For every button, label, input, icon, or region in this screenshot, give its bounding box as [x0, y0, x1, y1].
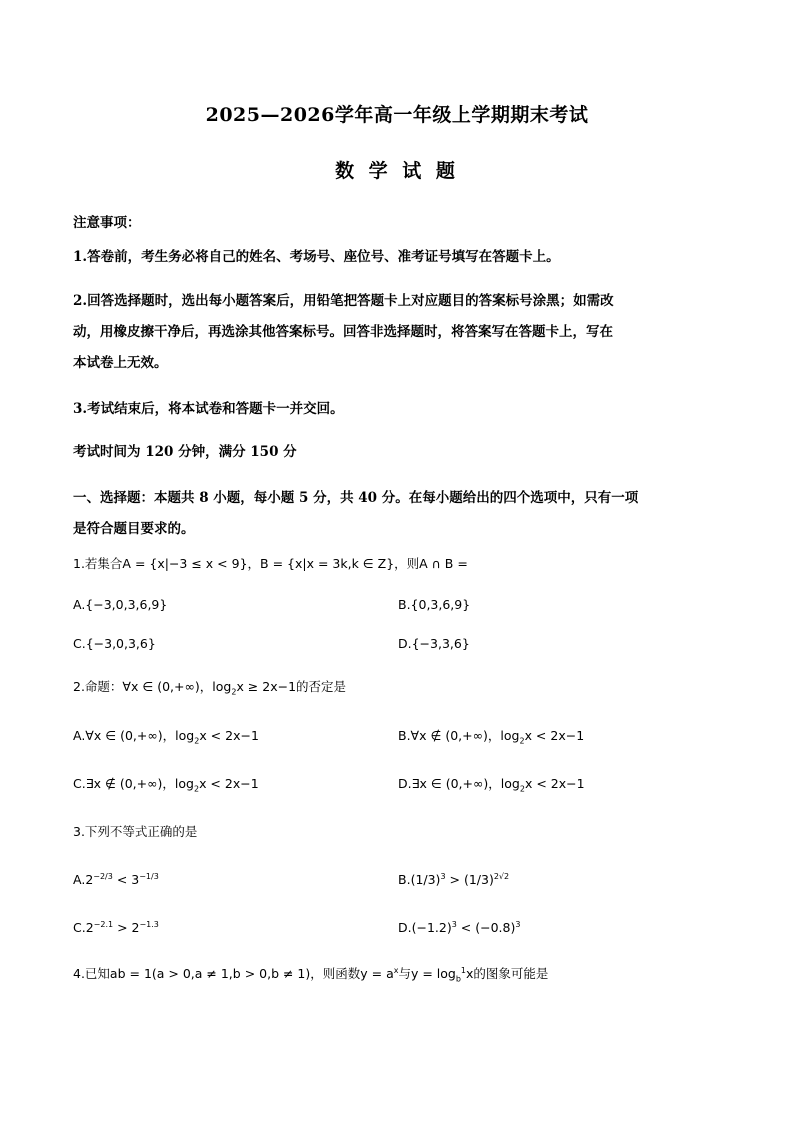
question-2-log-base: 2	[231, 687, 237, 697]
option-d-text: D.∃x ∈ (0,+∞)，log	[398, 776, 520, 791]
question-3-option-c	[73, 920, 373, 935]
option-c-tail: x < 2x−1	[199, 776, 259, 791]
option-a-text: A.∀x ∈ (0,+∞)，log	[73, 728, 195, 743]
option-d-operator: <	[456, 920, 476, 935]
option-c-operator: >	[113, 920, 132, 935]
option-b-tail: x < 2x−1	[524, 728, 585, 743]
option-c-text: C.∃x ∉ (0,+∞)，log	[73, 776, 194, 791]
note-item-2-line-1: 2.回答选择题时，选出每小题答案后，用铅笔把答题卡上对应题目的答案标号涂黑；如需改	[73, 293, 614, 309]
note-item-3: 3.考试结束后，将本试卷和答题卡一并交回。	[73, 401, 344, 417]
option-a-exponent-2: −1/3	[139, 871, 159, 881]
question-3-option-a	[73, 872, 373, 887]
question-2-option-a	[73, 726, 373, 744]
option-b-left: (1/3)	[410, 872, 441, 887]
question-4-log-base-b: b	[455, 974, 461, 984]
option-c-exponent-2: −1.3	[139, 919, 159, 929]
question-1-option-a: A.{−3,0,3,6,9}	[73, 597, 168, 612]
option-c-log-base: 2	[193, 784, 200, 794]
question-2-option-c	[73, 774, 373, 792]
section-1-heading-line-1: 一、选择题：本题共 8 小题，每小题 5 分，共 40 分。在每小题给出的四个选项中，只有一项	[73, 490, 639, 506]
option-d-exponent-2: 3	[515, 919, 521, 929]
option-b-log-base: 2	[519, 736, 525, 746]
option-a-operator: <	[112, 872, 132, 887]
question-3-option-b	[398, 872, 509, 887]
question-4-stem-mid: 与y = log	[398, 966, 456, 981]
notes-heading: 注意事项：	[73, 215, 141, 231]
option-b-operator: >	[445, 872, 464, 887]
option-a-base-1: 2	[85, 872, 94, 887]
question-4-log-exponent: 1	[460, 965, 467, 975]
question-4-exponent-x: x	[393, 965, 399, 975]
option-c-base-2: 2	[131, 920, 140, 935]
exam-time-info: 考试时间为 120 分钟，满分 150 分	[73, 444, 297, 460]
option-b-label: B.	[398, 872, 411, 887]
option-d-log-base: 2	[519, 784, 525, 794]
option-b-text: B.∀x ∉ (0,+∞)，log	[398, 728, 520, 743]
question-2-stem-tail: x ≥ 2x−1的否定是	[236, 679, 347, 694]
option-d-exponent-1: 3	[451, 919, 457, 929]
option-d-right: (−0.8)	[475, 920, 516, 935]
note-item-2-line-2: 动，用橡皮擦干净后，再选涂其他答案标号。回答非选择题时，将答案写在答题卡上，写在	[73, 324, 613, 340]
option-d-tail: x < 2x−1	[524, 776, 585, 791]
option-a-log-base: 2	[194, 736, 200, 746]
option-b-right: (1/3)	[463, 872, 494, 887]
question-1-option-d: D.{−3,3,6}	[398, 636, 470, 651]
question-4-stem-text: 4.已知ab = 1(a > 0,a ≠ 1,b > 0,b ≠ 1)，则函数y = a	[73, 966, 394, 981]
question-4-log-arg: x	[466, 966, 474, 981]
section-1-heading-line-2: 是符合题目要求的。	[73, 521, 195, 537]
option-a-label: A.	[73, 872, 86, 887]
option-a-tail: x < 2x−1	[199, 728, 259, 743]
option-c-label: C.	[73, 920, 86, 935]
note-item-1: 1.答卷前，考生务必将自己的姓名、考场号、座位号、准考证号填写在答题卡上。	[73, 249, 560, 265]
question-2-stem	[73, 677, 733, 695]
question-1-stem: 1.若集合A = {x|−3 ≤ x < 9}，B = {x|x = 3k,k ∈ Z}，则A ∩ B =	[73, 556, 468, 571]
question-2-option-d	[398, 774, 585, 792]
option-a-base-2: 3	[131, 872, 140, 887]
note-item-2-line-3: 本试卷上无效。	[73, 355, 168, 371]
question-3-stem: 3.下列不等式正确的是	[73, 824, 198, 839]
question-1-option-b: B.{0,3,6,9}	[398, 597, 471, 612]
question-4-stem-tail: 的图象可能是	[473, 966, 549, 981]
option-b-exponent-1: 3	[440, 871, 446, 881]
option-d-label: D.	[398, 920, 412, 935]
question-1-option-c: C.{−3,0,3,6}	[73, 636, 156, 651]
question-2-option-b	[398, 726, 584, 744]
option-c-exponent-1: −2.1	[93, 919, 114, 929]
option-c-base-1: 2	[85, 920, 94, 935]
option-d-left: (−1.2)	[411, 920, 452, 935]
exam-subtitle: 数 学 试 题	[335, 160, 459, 182]
option-b-exponent-2: 2√2	[493, 871, 510, 881]
question-4-stem	[73, 964, 733, 982]
exam-title: 2025—2026学年高一年级上学期期末考试	[205, 104, 589, 126]
question-2-stem-text: 2.命题：∀x ∈ (0,+∞)，log	[73, 679, 232, 694]
question-3-option-d	[398, 920, 520, 935]
option-a-exponent-1: −2/3	[93, 871, 113, 881]
